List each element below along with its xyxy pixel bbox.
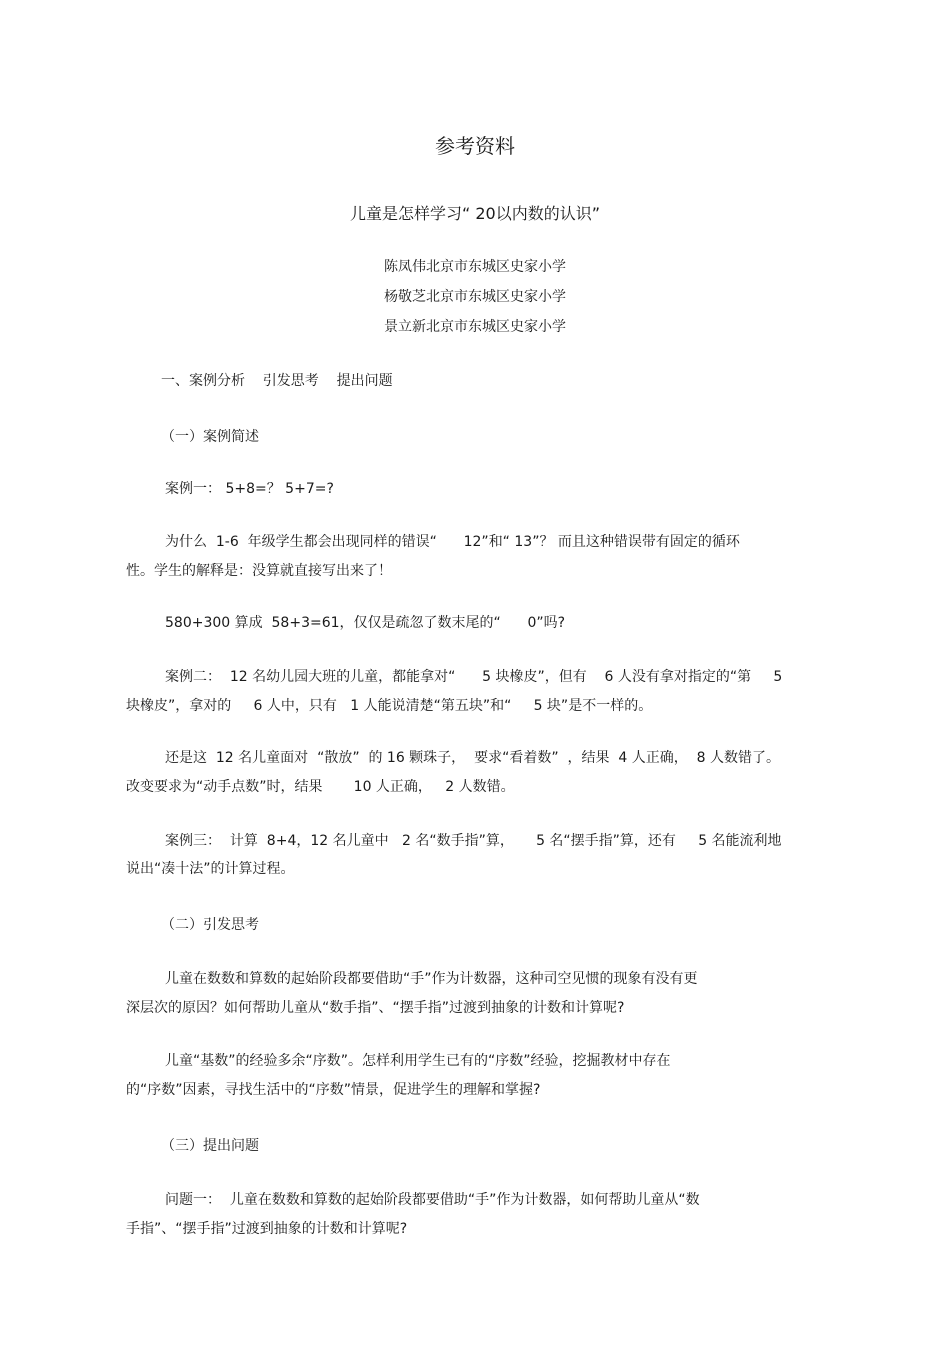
paragraph-line: 说出“凑十法”的计算过程。	[126, 861, 295, 877]
paragraph-line: 为什么 1-6 年级学生都会出现同样的错误“ 12”和“ 13”？ 而且这种错误带有固定的循环	[165, 534, 740, 550]
page-title: 参考资料	[435, 134, 515, 158]
section-heading: 一、案例分析 引发思考 提出问题	[161, 373, 393, 389]
paragraph-line: 案例二： 12 名幼儿园大班的儿童，都能拿对“ 5 块橡皮”，但有 6 人没有拿对指定的“第 5	[165, 669, 783, 685]
paragraph-line: 的“序数”因素，寻找生活中的“序数”情景，促进学生的理解和掌握?	[126, 1082, 541, 1098]
author-line: 景立新北京市东城区史家小学	[384, 319, 566, 335]
paragraph-line: 性。学生的解释是：没算就直接写出来了！	[126, 563, 392, 579]
paragraph-line: 儿童在数数和算数的起始阶段都要借助“手”作为计数器，这种司空见惯的现象有没有更	[165, 971, 698, 987]
paragraph-line: 手指”、“摆手指”过渡到抽象的计数和计算呢?	[126, 1221, 408, 1237]
paragraph-line: 改变要求为“动手点数”时，结果 10 人正确， 2 人数错。	[126, 779, 515, 795]
paragraph-line: 问题一： 儿童在数数和算数的起始阶段都要借助“手”作为计数器，如何帮助儿童从“数	[165, 1192, 700, 1208]
author-line: 陈凤伟北京市东城区史家小学	[384, 259, 566, 275]
paragraph-line: 案例三： 计算 8+4，12 名儿童中 2 名“数手指”算， 5 名“摆手指”算，还有 5 名能流利地	[165, 833, 782, 849]
subsection-heading: （一）案例简述	[161, 429, 259, 445]
article-title: 儿童是怎样学习“ 20以内数的认识”	[349, 204, 601, 223]
subsection-heading: （二）引发思考	[161, 917, 259, 933]
subsection-heading: （三）提出问题	[161, 1138, 259, 1154]
paragraph-line: 580+300 算成 58+3=61，仅仅是疏忽了数末尾的“ 0”吗?	[165, 615, 566, 631]
paragraph-line: 还是这 12 名儿童面对 “散放” 的 16 颗珠子， 要求“看着数” ，结果 4 人正确， 8 人数错了。	[165, 750, 781, 766]
case-label: 案例一： 5+8=？ 5+7=?	[165, 481, 334, 497]
paragraph-line: 儿童“基数”的经验多余“序数”。怎样利用学生已有的“序数”经验，挖掘教材中存在	[165, 1053, 671, 1069]
author-line: 杨敬芝北京市东城区史家小学	[384, 289, 566, 305]
paragraph-line: 深层次的原因？如何帮助儿童从“数手指”、“摆手指”过渡到抽象的计数和计算呢?	[126, 1000, 625, 1016]
paragraph-line: 块橡皮”，拿对的 6 人中，只有 1 人能说清楚“第五块”和“ 5 块”是不一样的。	[126, 698, 653, 714]
